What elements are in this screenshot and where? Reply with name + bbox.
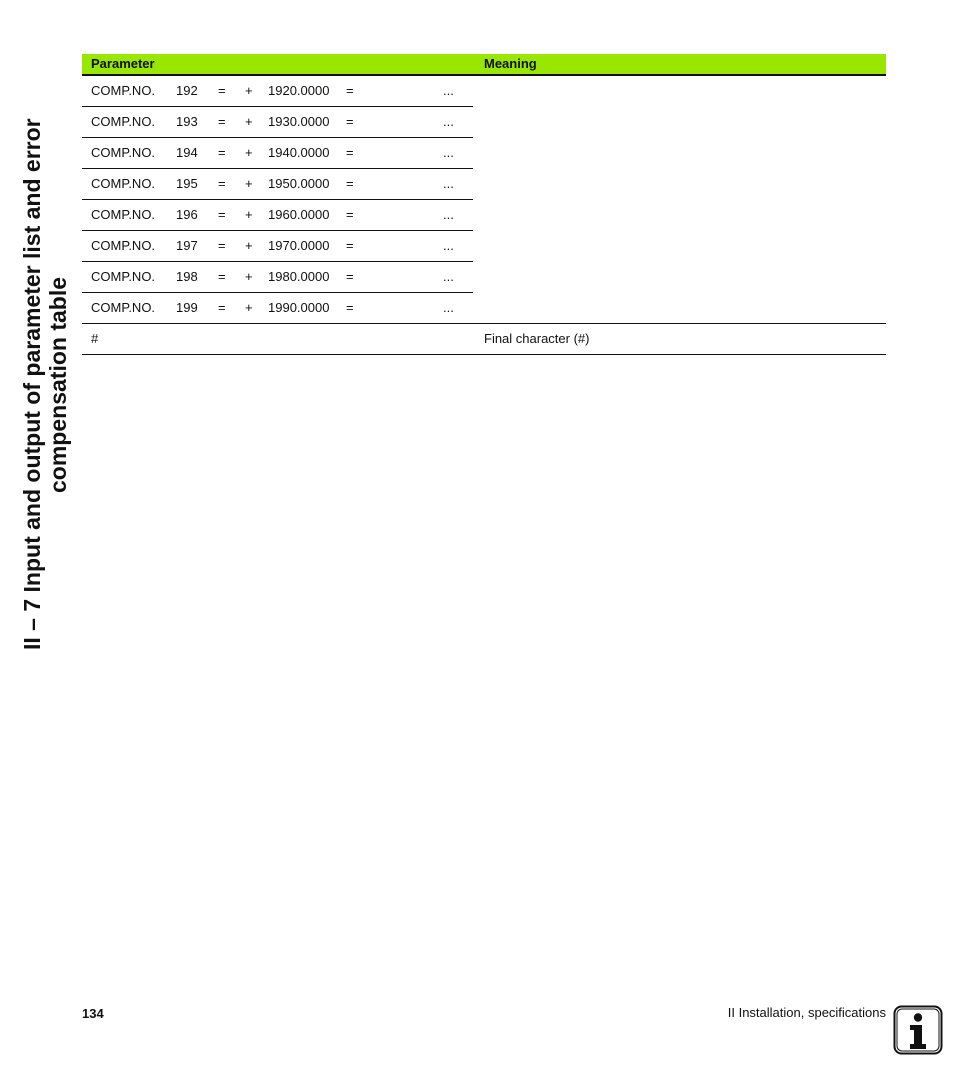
row-sign: + <box>245 300 253 315</box>
row-number: 196 <box>176 207 198 222</box>
row-ellipsis: ... <box>443 238 454 253</box>
row-equals-2: = <box>346 238 354 253</box>
row-sign: + <box>245 114 253 129</box>
row-label: COMP.NO. <box>91 207 156 222</box>
row-label: COMP.NO. <box>91 269 156 284</box>
row-number: 194 <box>176 145 198 160</box>
table-row <box>82 200 473 231</box>
row-value: 1940.0000 <box>268 145 330 160</box>
chapter-title-line2: compensation table <box>45 277 71 493</box>
row-number: 199 <box>176 300 198 315</box>
row-equals: = <box>218 83 226 98</box>
row-label: COMP.NO. <box>91 300 156 315</box>
row-label: COMP.NO. <box>91 145 156 160</box>
table-row <box>82 76 473 107</box>
row-value: 1970.0000 <box>268 238 330 253</box>
header-parameter: Parameter <box>91 56 155 71</box>
table-row <box>82 138 473 169</box>
row-equals-2: = <box>346 145 354 160</box>
row-equals: = <box>218 207 226 222</box>
row-equals: = <box>218 176 226 191</box>
row-equals: = <box>218 238 226 253</box>
row-ellipsis: ... <box>443 269 454 284</box>
row-equals-2: = <box>346 269 354 284</box>
final-meaning: Final character (#) <box>484 331 590 346</box>
row-number: 198 <box>176 269 198 284</box>
row-value: 1920.0000 <box>268 83 330 98</box>
row-equals-2: = <box>346 114 354 129</box>
table-row <box>82 231 473 262</box>
row-sign: + <box>245 238 253 253</box>
row-value: 1960.0000 <box>268 207 330 222</box>
row-equals: = <box>218 114 226 129</box>
row-number: 195 <box>176 176 198 191</box>
row-sign: + <box>245 176 253 191</box>
row-equals-2: = <box>346 207 354 222</box>
row-sign: + <box>245 207 253 222</box>
table-body <box>82 76 886 324</box>
row-sign: + <box>245 269 253 284</box>
footer-section: II Installation, specifications <box>727 1005 886 1020</box>
row-equals-2: = <box>346 176 354 191</box>
row-value: 1950.0000 <box>268 176 330 191</box>
row-equals-2: = <box>346 300 354 315</box>
row-ellipsis: ... <box>443 176 454 191</box>
row-ellipsis: ... <box>443 300 454 315</box>
row-ellipsis: ... <box>443 145 454 160</box>
final-row <box>82 324 886 355</box>
row-sign: + <box>245 83 253 98</box>
row-value: 1930.0000 <box>268 114 330 129</box>
row-value: 1990.0000 <box>268 300 330 315</box>
row-number: 197 <box>176 238 198 253</box>
table-header <box>82 54 886 76</box>
chapter-title-svg <box>15 30 75 650</box>
row-label: COMP.NO. <box>91 238 156 253</box>
final-parameter: # <box>91 331 99 346</box>
parameter-table <box>82 54 886 355</box>
row-equals-2: = <box>346 83 354 98</box>
chapter-title-line1: II – 7 Input and output of parameter list and error <box>19 118 45 650</box>
row-ellipsis: ... <box>443 114 454 129</box>
row-label: COMP.NO. <box>91 83 156 98</box>
row-label: COMP.NO. <box>91 114 156 129</box>
row-sign: + <box>245 145 253 160</box>
page-number: 134 <box>82 1006 104 1021</box>
row-ellipsis: ... <box>443 207 454 222</box>
row-number: 193 <box>176 114 198 129</box>
header-meaning: Meaning <box>484 56 537 71</box>
info-icon <box>893 1005 943 1055</box>
row-ellipsis: ... <box>443 83 454 98</box>
chapter-title <box>15 30 75 650</box>
row-equals: = <box>218 300 226 315</box>
row-value: 1980.0000 <box>268 269 330 284</box>
info-icon-svg <box>893 1005 943 1055</box>
row-equals: = <box>218 145 226 160</box>
table-row <box>82 169 473 200</box>
table-row <box>82 107 473 138</box>
table-row <box>82 262 473 293</box>
row-number: 192 <box>176 83 198 98</box>
row-label: COMP.NO. <box>91 176 156 191</box>
row-equals: = <box>218 269 226 284</box>
table-row <box>82 293 886 324</box>
